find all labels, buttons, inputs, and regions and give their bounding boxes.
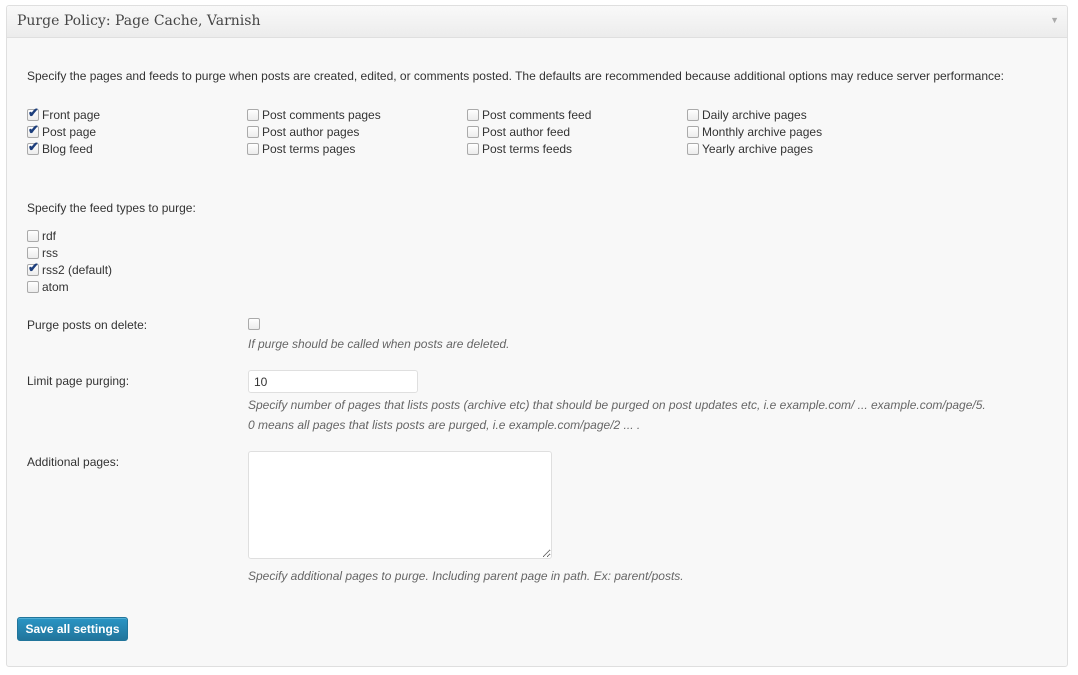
purge-post-author-feed[interactable]	[467, 125, 570, 139]
limit-purging-description-1: Specify number of pages that lists posts (archive etc) that should be purged on post updates etc, i.e example.com/ ... example.com/page/5.	[248, 398, 986, 412]
feed-rss2-default-label[interactable]: rss2 (default)	[42, 263, 113, 277]
purge-post-comments-pages[interactable]	[247, 108, 381, 122]
purge-post-page[interactable]	[27, 122, 97, 139]
purge-on-delete-label: Purge posts on delete:	[27, 318, 148, 332]
purge-post-author-feed-checkbox[interactable]	[467, 126, 479, 138]
purge-blog-feed-checkbox[interactable]	[27, 139, 39, 155]
checkmark-icon: ✔	[28, 139, 39, 154]
purge-on-delete-checkbox-wrap[interactable]	[248, 317, 263, 331]
save-all-settings-button[interactable]: Save all settings	[17, 617, 128, 641]
purge-post-terms-pages[interactable]	[247, 142, 355, 156]
checkmark-icon: ✔	[28, 105, 39, 120]
purge-monthly-archive-pages-label[interactable]: Monthly archive pages	[702, 125, 823, 139]
collapse-toggle-icon[interactable]: ▼	[1050, 15, 1059, 25]
purge-post-comments-feed-label[interactable]: Post comments feed	[482, 108, 592, 122]
purge-post-terms-feeds-label[interactable]: Post terms feeds	[482, 142, 573, 156]
purge-post-page-checkbox[interactable]	[27, 122, 39, 138]
purge-post-author-pages-checkbox[interactable]	[247, 126, 259, 138]
feed-rss[interactable]	[27, 246, 58, 260]
feed-atom[interactable]	[27, 280, 69, 294]
feed-rss-label[interactable]: rss	[42, 246, 58, 260]
purge-post-terms-feeds[interactable]	[467, 142, 572, 156]
checkmark-icon: ✔	[28, 122, 39, 137]
purge-on-delete-description: If purge should be called when posts are deleted.	[248, 337, 510, 351]
panel-header[interactable]	[7, 6, 1067, 38]
additional-pages-label: Additional pages:	[27, 455, 120, 469]
purge-yearly-archive-pages-label[interactable]: Yearly archive pages	[702, 142, 813, 156]
feed-types-heading: Specify the feed types to purge:	[27, 201, 196, 215]
purge-post-comments-feed-checkbox[interactable]	[467, 109, 479, 121]
additional-pages-textarea[interactable]	[248, 451, 552, 559]
purge-on-delete-checkbox[interactable]	[248, 318, 260, 330]
intro-text: Specify the pages and feeds to purge when posts are created, edited, or comments posted. The defaults are recommended because additional options may reduce server performance:	[27, 69, 1005, 83]
purge-post-comments-feed[interactable]	[467, 108, 591, 122]
panel-title: Purge Policy: Page Cache, Varnish	[17, 13, 261, 29]
purge-post-author-pages-label[interactable]: Post author pages	[262, 125, 360, 139]
purge-daily-archive-pages[interactable]	[687, 108, 807, 122]
purge-policy-panel	[6, 5, 1068, 667]
purge-blog-feed[interactable]	[27, 139, 93, 156]
purge-post-page-label[interactable]: Post page	[42, 125, 97, 139]
purge-front-page-checkbox[interactable]	[27, 105, 39, 121]
purge-post-terms-feeds-checkbox[interactable]	[467, 143, 479, 155]
feed-rss-checkbox[interactable]	[27, 247, 39, 259]
purge-post-terms-pages-label[interactable]: Post terms pages	[262, 142, 356, 156]
purge-post-author-feed-label[interactable]: Post author feed	[482, 125, 571, 139]
purge-blog-feed-label[interactable]: Blog feed	[42, 142, 93, 156]
checkmark-icon: ✔	[28, 260, 39, 275]
purge-monthly-archive-pages-checkbox[interactable]	[687, 126, 699, 138]
feed-rss2-default[interactable]	[27, 260, 113, 277]
purge-post-comments-pages-checkbox[interactable]	[247, 109, 259, 121]
purge-monthly-archive-pages[interactable]	[687, 125, 822, 139]
purge-front-page-label[interactable]: Front page	[42, 108, 101, 122]
purge-post-comments-pages-label[interactable]: Post comments pages	[262, 108, 381, 122]
purge-post-terms-pages-checkbox[interactable]	[247, 143, 259, 155]
limit-purging-label: Limit page purging:	[27, 374, 130, 388]
purge-yearly-archive-pages[interactable]	[687, 142, 813, 156]
purge-front-page[interactable]	[27, 105, 101, 122]
feed-rdf-label[interactable]: rdf	[42, 229, 57, 243]
feed-atom-label[interactable]: atom	[42, 280, 69, 294]
feed-atom-checkbox[interactable]	[27, 281, 39, 293]
purge-yearly-archive-pages-checkbox[interactable]	[687, 143, 699, 155]
feed-rss2-default-checkbox[interactable]	[27, 260, 39, 276]
feed-rdf[interactable]	[27, 229, 56, 243]
purge-daily-archive-pages-checkbox[interactable]	[687, 109, 699, 121]
purge-daily-archive-pages-label[interactable]: Daily archive pages	[702, 108, 807, 122]
feed-rdf-checkbox[interactable]	[27, 230, 39, 242]
limit-purging-input[interactable]	[248, 370, 418, 393]
purge-post-author-pages[interactable]	[247, 125, 359, 139]
limit-purging-description-2: 0 means all pages that lists posts are purged, i.e example.com/page/2 ... .	[248, 418, 641, 432]
additional-pages-description: Specify additional pages to purge. Including parent page in path. Ex: parent/posts.	[248, 569, 684, 583]
